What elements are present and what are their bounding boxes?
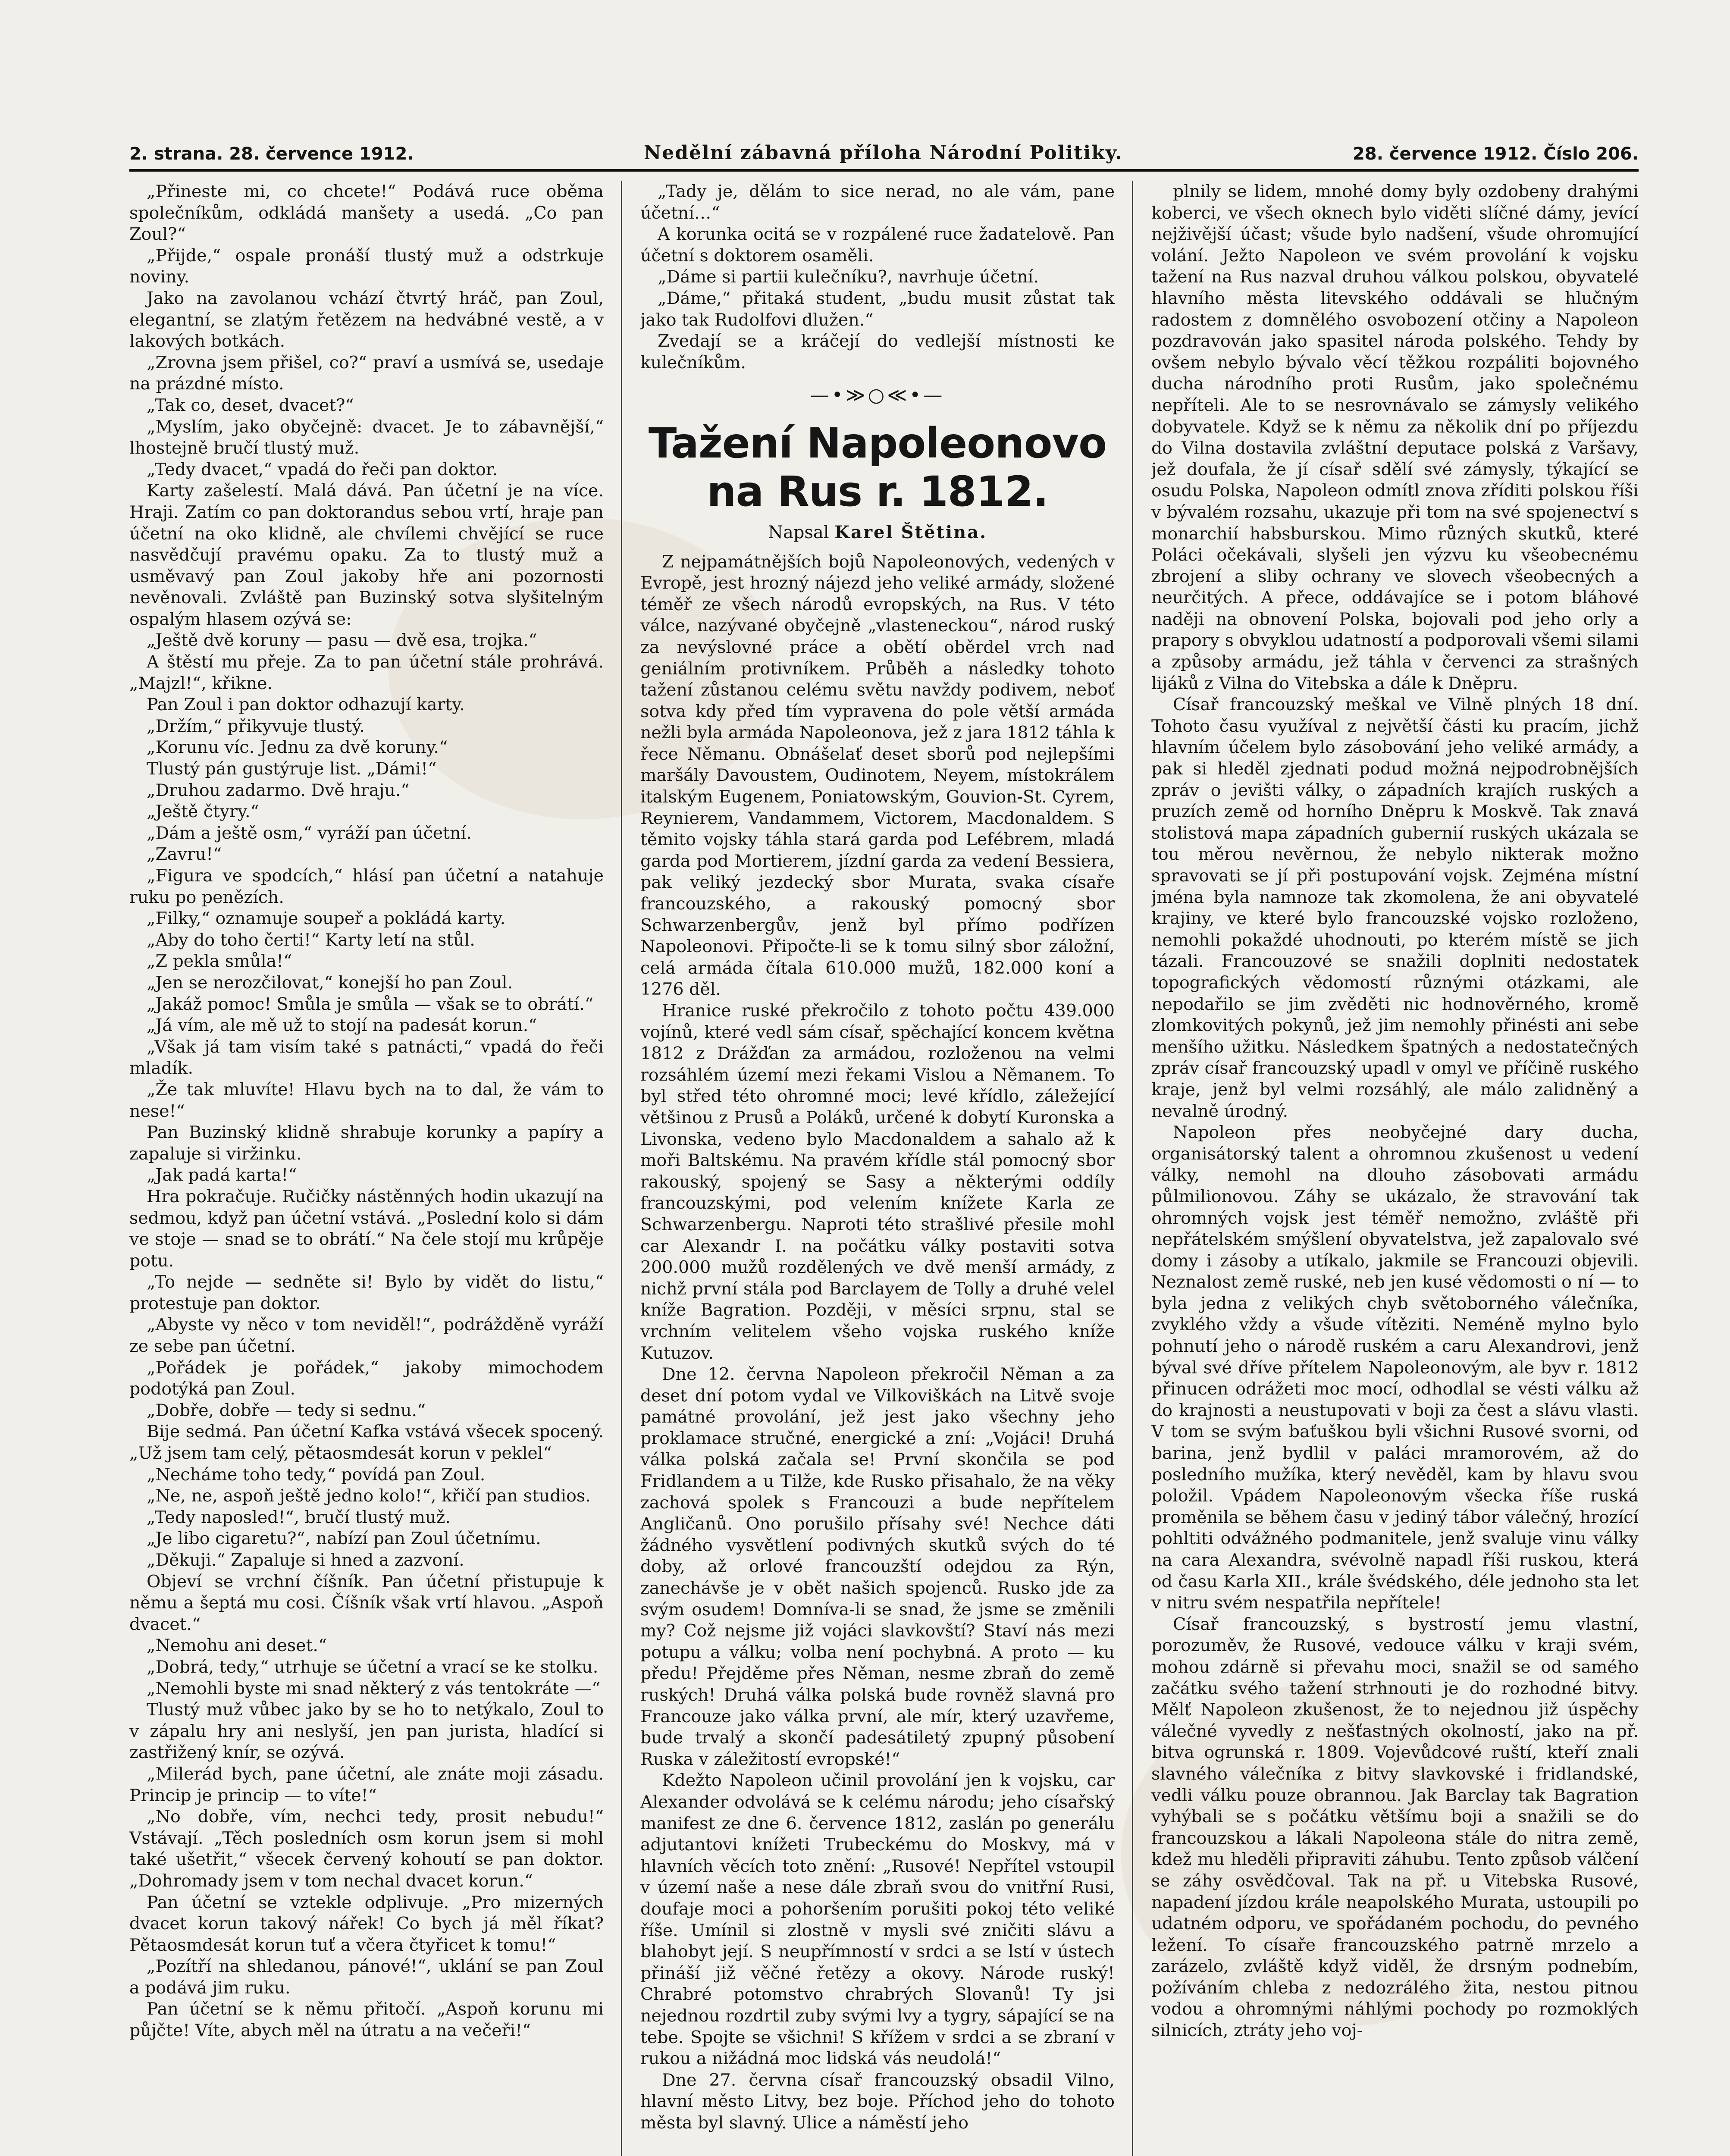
paragraph: „Myslím, jako obyčejně: dvacet. Je to zábavnější,“ lhostejně bručí tlustý muž. bbox=[129, 417, 604, 458]
paragraph: „Tady je, dělám to sice nerad, no ale vám, pane účetní…“ bbox=[640, 182, 1115, 223]
column-divider bbox=[621, 181, 622, 2156]
header-title: Nedělní zábavná příloha Národní Politiky. bbox=[644, 142, 1123, 164]
paragraph: „No dobře, vím, nechci tedy, prosit nebudu!“ Vstávají. „Těch posledních osm korun jsem si mohl také ušetřit,“ všecek červený kohoutí se pan doktor. „Dohromady jsem v tom nechal dvacet korun.“ bbox=[129, 1807, 604, 1891]
paragraph: „Dáme si partii kulečníku?, navrhuje účetní. bbox=[658, 267, 1039, 287]
paragraph: „To nejde — sedněte si! Bylo by vidět do listu,“ protestuje pan doktor. bbox=[129, 1272, 604, 1313]
paragraph: „Zrovna jsem přišel, co?“ praví a usmívá se, usedaje na prázdné místo. bbox=[129, 352, 604, 394]
paragraph: „Aby do toho čerti!“ Karty letí na stůl. bbox=[147, 930, 475, 950]
paragraph: „Přijde,“ ospale pronáší tlustý muž a odstrkuje noviny. bbox=[129, 245, 604, 287]
paragraph: „Je libo cigaretu?“, nabízí pan Zoul účetnímu. bbox=[147, 1529, 541, 1549]
column-divider bbox=[1132, 181, 1133, 2156]
paragraph: Napoleon přes neobyčejné dary ducha, organisátorský talent a ohromnou zkušenost u vedení války, nemohl na dlouho zásobovati armádu půlmilionovou. Záhy se ukázalo, že stravování tak ohromných vojsk jest téměř nemožno, zvláště při nepřátelském smýšlení obyvatelstva, jež zapalovalo své domy i zásoby a utíkalo, jakmile se Francouzi objevili. Neznalost země ruské, neb jen kusé vědomosti o ní — to byla jedna z velikých chyb světoborného válečníka, zvyklého vždy a všude vítěziti. Neméně mylno bylo pohnutí jeho o národě ruském a caru Alexandrovi, jenž býval své dříve přítelem Napoleonovým, ale byv r. 1812 přinucen odrážeti moc mocí, odhodlal se vésti válku až do krajnosti a neustupovati v boji za čest a slávu vlasti. V tom se svým baťuškou byli všichni Rusové svorni, od barina, jenž bydlil v paláci mramorovém, až do posledního mužíka, který nevěděl, kam by hlavu svou položil. Vpádem Napoleonovým všecka říše ruská proměnila se během času v jediný tábor válečný, hrozící pohltiti odvážného podmanitele, jenž svaluje vinu války na cara Alexandra, svévolně napadl říši ruskou, která od času Karla XII., krále švédského, déle jednoho sta let v nitru svém nespatřila nepřítele! bbox=[1151, 1122, 1639, 1613]
paragraph: „Pozítří na shledanou, pánové!“, uklání se pan Zoul a podává jim ruku. bbox=[129, 1956, 604, 1998]
paragraph: A korunka ocitá se v rozpálené ruce žadatelově. Pan účetní s doktorem osaměli. bbox=[640, 224, 1115, 266]
paragraph: Dne 27. června císař francouzský obsadil Vilno, hlavní město Litvy, bez boje. Příchod jeho do tohoto města byl slavný. Ulice a náměstí jeho bbox=[640, 2070, 1115, 2133]
paragraph: „Necháme toho tedy,“ povídá pan Zoul. bbox=[147, 1464, 486, 1485]
paragraph: „Že tak mluvíte! Hlavu bych na to dal, že vám to nese!“ bbox=[129, 1079, 604, 1121]
paragraph: „Filky,“ oznamuje soupeř a pokládá karty. bbox=[147, 909, 506, 929]
paragraph: Pan Buzinský klidně shrabuje korunky a papíry a zapaluje si viržinku. bbox=[129, 1122, 604, 1164]
header-left: 2. strana. 28. července 1912. bbox=[129, 144, 414, 164]
paragraph: „Druhou zadarmo. Dvě hraju.“ bbox=[147, 780, 410, 800]
paragraph: „Dobře, dobře — tedy si sednu.“ bbox=[147, 1400, 426, 1420]
paragraph: „Dám a ještě osm,“ vyráží pan účetní. bbox=[147, 823, 472, 843]
byline-prefix: Napsal bbox=[768, 522, 829, 542]
paragraph: „Jak padá karta!“ bbox=[147, 1165, 297, 1185]
paragraph: Hra pokračuje. Ručičky nástěnných hodin ukazují na sedmou, když pan účetní vstává. „Poslední kolo si dám ve stoje — snad se to obrátí.“ Na čele stojí mu krůpěje potu. bbox=[129, 1186, 604, 1271]
paragraph: Dne 12. června Napoleon překročil Něman a za deset dní potom vydal ve Vilkoviškách na Litvě svoje památné provolání, jež jest jako všechny jeho proklamace stručné, energické a zní: „Vojáci! Druhá válka polská začala se! První skončila se pod Fridlandem a u Tilže, kde Rusko přisahalo, že na věky zachová spolek s Francouzi a bude nepřítelem Angličanů. Ono porušilo přísahy své! Nechce dáti žádného vysvětlení podivných skutků svých do té doby, až orlové francouzští odejdou za Rýn, zanechávše je v obět našich spojenců. Rusko jde za svým osudem! Domníva-li se snad, že jsme se změnili my? Což nejsme již vojáci slavkovští? Staví nás mezi potupu a válku; volba není pochybná. A proto — ku předu! Přejděme přes Něman, nesme zbraň do země ruských! Druhá válka polská bude rovněž slavná pro Francouze jako válka první, ale mír, který uzavřeme, bude trvalý a skončí padesátiletý zpupný působení Ruska v záležitostí evropské!“ bbox=[640, 1364, 1115, 1769]
paragraph: „Dobrá, tedy,“ utrhuje se účetní a vrací se ke stolku. bbox=[147, 1657, 599, 1677]
paragraph: Z nejpamátnějších bojů Napoleonových, vedených v Evropě, jest hrozný nájezd jeho veliké armády, složené téměř ze všech národů evropských, na Rus. V této válce, nazývané obyčejně „vlasteneckou“, národ ruský za nevýslovné práce a obětí oběrdel vrch nad geniálním protivníkem. Průběh a následky tohoto tažení zůstanou celému světu navždy podivem, neboť sotva kdy před tím vypravena do pole větší armáda nežli byla armáda Napoleonova, jež z jara 1812 táhla k řece Němanu. Obnášelať deset sborů pod nejlepšími maršály Davoustem, Oudinotem, Neyem, místokrálem italským Eugenem, Poniatowským, Gouvion-St. Cyrem, Reynierem, Vandammem, Victorem, Macdonaldem. S těmito vojsky táhla stará garda pod Lefébrem, mladá garda pod Mortierem, jízdní garda za vedení Bessiera, pak veliký jezdecký sbor Murata, svaka císaře francouzského, a rakouský pomocný sbor Schwarzenbergův, jenž byl přímo podřízen Napoleonovi. Připočte-li se k tomu silný sbor záložní, celá armáda čítala 610.000 mužů, 182.000 koní a 1276 děl. bbox=[640, 552, 1115, 1000]
newspaper-page bbox=[129, 129, 1639, 2156]
paragraph: „Já vím, ale mě už to stojí na padesát korun.“ bbox=[147, 1015, 537, 1036]
paragraph: „Milerád bych, pane účetní, ale znáte moji zásadu. Princip je princip — to víte!“ bbox=[129, 1764, 604, 1805]
paragraph: Hranice ruské překročilo z tohoto počtu 439.000 vojínů, které vedl sám císař, spěchající koncem května 1812 z Drážďan za armádou, rozloženou na velmi rozsáhlém území mezi řekami Vislou a Němanem. To byl střed této ohromné moci; levé křídlo, záležející většinou z Prusů a Poláků, určené k dobytí Kuronska a Livonska, vedeno bylo Macdonaldem a sahalo až k moři Baltskému. Na pravém křídle stál pomocný sbor rakouský, spojený se Sasy a některými oddíly francouzskými, pod velením knížete Karla ze Schwarzenbergu. Naproti této strašlivé přesile mohl car Alexandr I. na počátku války postaviti sotva 200.000 mužů rozdělených ve dvě menší armády, z nichž první stála pod Barclayem de Tolly a druhé velel kníže Bagration. Později, v měsíci srpnu, stal se vrchním velitelem všeho vojska ruského kníže Kutuzov. bbox=[640, 1001, 1115, 1363]
paragraph: Pan účetní se vztekle odplivuje. „Pro mizerných dvacet korun takový nářek! Co bych já měl říkat? Pětaosmdesát korun tuť a včera čtyřicet k tomu!“ bbox=[129, 1892, 604, 1955]
paragraph: Bije sedmá. Pan účetní Kafka vstává všecek spocený. „Už jsem tam celý, pětaosmdesát korun v peklel“ bbox=[129, 1422, 604, 1463]
paragraph: „Nemohu ani deset.“ bbox=[147, 1636, 327, 1656]
column-article-continuation bbox=[1151, 181, 1639, 2156]
paragraph: Jako na zavolanou vchází čtvrtý hráč, pan Zoul, elegantní, se zlatým řetězem na hedvábné vestě, a v lakových botkách. bbox=[129, 288, 604, 351]
paragraph: „Figura ve spodcích,“ hlásí pan účetní a natahuje ruku po penězích. bbox=[129, 866, 604, 907]
paragraph: Tlustý pán gustýruje list. „Dámi!“ bbox=[147, 759, 437, 779]
paragraph: Kdežto Napoleon učinil provolání jen k vojsku, car Alexander odvolává se k celému národu; jeho císařský manifest ze dne 6. července 1812, zaslán po generálu adjutantovi knížeti Trubeckému do Moskvy, má v hlavních věcích toto znění: „Rusové! Nepřítel vstoupil v území naše a nese dále zbraň svou do vnitřní Rusi, doufaje moci a pohoršením porušiti pokoj této veliké říše. Umínil si zlostně v mysli své zničiti slávu a blahobyt její. S neupřímností v srdci a se lstí v ústech přináší již věčné řetězy a okovy. Národe ruský! Chrabré potomstvo chrabrých Slovanů! Ty jsi nejednou rozdrtil zuby svými lvy a tygry, sápající se na tebe. Spojte se všichni! S křížem v srdci a se zbraní v rukou a nižádná moc lidská vás neudolá!“ bbox=[640, 1771, 1115, 2069]
paragraph: „Děkuji.“ Zapaluje si hned a zazvoní. bbox=[147, 1550, 464, 1570]
paragraph: „Zavru!“ bbox=[147, 844, 222, 865]
paragraph: „Pořádek je pořádek,“ jakoby mimochodem podotýká pan Zoul. bbox=[129, 1357, 604, 1399]
paragraph: „Jakáž pomoc! Smůla je smůla — však se to obrátí.“ bbox=[147, 994, 594, 1014]
article-title: Tažení Napoleonovo na Rus r. 1812. bbox=[648, 419, 1107, 516]
paragraph: plnily se lidem, mnohé domy byly ozdobeny drahými koberci, ve všech oknech bylo viděti slíčné dámy, jevící nejživější účast; všude bylo nadšení, všude ohromující volání. Ježto Napoleon ve svém provolání k vojsku tažení na Rus nazval druhou válkou polskou, obyvatelé hlavního města litevského oddávali se hlučným radostem z domnělého osvobození otčiny a Napoleon pozdravován jako spasitel národa polského. Tehdy by ovšem nebylo bývalo věcí těžkou rozpáliti bojovného ducha národního proti Rusům, jako společnému nepříteli. Ale to se nesrovnávalo se zámysly velikého dobyvatele. Když se k němu za několik dní po příjezdu do Vilna dostavila zvláštní deputace polská z Varšavy, jež doufala, že jí císař sdělí své zámysly, týkající se osudu Polska, Napoleon odmítl znova zříditi polskou říši v bývalém rozsahu, ukazuje při tom na své spojenectví s monarchií habsburskou. Mimo různých skutků, které Poláci očekávali, slyšeli jen výzvu ku všeobecnému zbrojení a sliby ochrany ve slovech všeobecných a neurčitých. A přece, oddávajíce se i potom bláhové naději na obnovení Polska, bojovali pod jeho orly a prapory s obvyklou udatností a podporovali všemi silami a způsoby armádu, jež táhla v červenci za strašných lijáků z Vilna do Vitebska a dále k Dněpru. bbox=[1151, 182, 1639, 693]
paragraph: „Tedy naposled!“, bručí tlustý muž. bbox=[147, 1507, 451, 1527]
paragraph: „Ještě dvě koruny — pasu — dvě esa, trojka.“ bbox=[147, 630, 537, 651]
article-byline bbox=[640, 522, 1115, 544]
paragraph: A štěstí mu přeje. Za to pan účetní stále prohrává. „Majzl!“, křikne. bbox=[129, 652, 604, 693]
header-right: 28. července 1912. Číslo 206. bbox=[1353, 144, 1639, 164]
paragraph: Císař francouzský meškal ve Vilně plných 18 dní. Tohoto času využíval z největší části ku pracím, jichž hlavním účelem bylo zásobování jeho veliké armády, a pak si hleděl zjednati podud možná nejpodrobnějších zpráv o jevišti války, o západních krajích ruských a pruzích země od horního Dněpru k Moskvě. Tak znavá stolistová mapa západních gubernií ruských ukázala se tou měrou nevěrnou, že nebylo nikterak možno spravovati se jí při postupování vojsk. Zejména místní jména byla namnoze tak zkomolena, že ani obyvatelé krajiny, ve které bylo francouzské vojsko rozloženo, nemohli pokaždé uhodnouti, po kterém místě se jich tázali. Francouzové se snažili doplniti nedostatek topografických vědomostí různými otázkami, ale nepodařilo se jim zvěděti nic hodnověrného, kromě zlomkovitých pokynů, jež jim nemohly přinésti ani sebe menšího užitku. Následkem špatných a nedostatečných zpráv císař francouzský upadl v omyl ve příčině ruského kraje, jenž byl velmi rozsáhlý, ale málo zalidněný a nevalně úrodný. bbox=[1151, 695, 1639, 1121]
paragraph: „Ještě čtyry.“ bbox=[147, 802, 259, 822]
paragraph: Císař francouzský, s bystrostí jemu vlastní, porozuměv, že Rusové, vedouce válku v kraji svém, mohou zdárně si převahu moci, snažil se od samého začátku svého tažení strhnouti je do rozhodné bitvy. Mělť Napoleon zkušenost, že to nejednou již úspěchy válečné vyvedly z nešťastných okolností, jako na př. bitva ogrunská r. 1809. Vojevůdcové ruští, kteří znali slavného válečníka z bitvy slavkovské i fridlandské, vedli válku pouze obrannou. Jak Barclay tak Bagration vyhýbali se s počátku většímu boji a snažili se do francouzskou a lákali Napoleona stále do nitra země, kdež mu hleděli připraviti záhubu. Tento způsob válčení se záhy osvědčoval. Tak na př. u Vitebska Rusové, napadení jízdou krále neapolského Murata, ustoupili po udatném odporu, ve spořádaném pochodu, do pevného ležení. To císaře francouzského patrně mrzelo a zarázelo, zvláště když viděl, že drsným podnebím, požíváním chleba z nedozrálého žita, nestou pitnou vodou a ohromnými náhlými pochody po rozmoklých silnicích, ztráty jeho voj- bbox=[1151, 1614, 1639, 2041]
column-story-continuation bbox=[129, 181, 604, 2156]
story-ending bbox=[640, 181, 1115, 373]
paragraph: Pan Zoul i pan doktor odhazují karty. bbox=[147, 695, 465, 715]
paragraph: „Abyste vy něco v tom neviděl!“, podrážděně vyráží ze sebe pan účetní. bbox=[129, 1315, 604, 1357]
paragraph: „Ne, ne, aspoň ještě jedno kolo!“, křičí pan studios. bbox=[147, 1486, 591, 1506]
header-rule bbox=[129, 169, 1639, 172]
paragraph: „Z pekla smůla!“ bbox=[147, 951, 292, 971]
paragraph: „Tedy dvacet,“ vpadá do řeči pan doktor. bbox=[147, 459, 498, 479]
paragraph: „Držím,“ přikyvuje tlustý. bbox=[147, 716, 365, 736]
paragraph: „Dáme,“ přitaká student, „budu musit zůstat tak jako tak Rudolfovi dlužen.“ bbox=[640, 288, 1115, 330]
section-ornament: —•≫○≪•— bbox=[810, 384, 945, 407]
paragraph: Karty zašelestí. Malá dává. Pan účetní je na více. Hraji. Zatím co pan doktorandus sebou vrtí, hraje pan účetní na oko klidně, ale chvílemi chvějící se ruce nasvědčují pravému opaku. Za to tlustý muž a usměvavý pan Zoul jakoby hře ani pozornosti nevěnovali. Zvláště pan Buzinský sotva slyšitelným ospalým hlasem ozývá se: bbox=[129, 481, 604, 629]
paragraph: Tlustý muž vůbec jako by se ho to netýkalo, Zoul to v zápalu hry ani neslyší, jen pan jurista, hladící si zastřižený knír, se ozývá. bbox=[129, 1700, 604, 1763]
paragraph: Objeví se vrchní číšník. Pan účetní přistupuje k němu a šeptá mu cosi. Číšník však vrtí hlavou. „Aspoň dvacet.“ bbox=[129, 1571, 604, 1634]
paragraph: „Přineste mi, co chcete!“ Podává ruce oběma společníkům, odkládá manšety a usedá. „Co pan Zoul?“ bbox=[129, 182, 604, 244]
article-body bbox=[640, 552, 1115, 2134]
paragraph: Zvedají se a kráčejí do vedlejší místnosti ke kulečníkům. bbox=[640, 331, 1115, 373]
article-author: Karel Štětina. bbox=[834, 522, 987, 542]
paragraph: „Korunu víc. Jednu za dvě koruny.“ bbox=[147, 737, 448, 758]
paragraph: „Tak co, deset, dvacet?“ bbox=[147, 395, 354, 415]
column-article bbox=[640, 181, 1115, 2156]
page-header bbox=[129, 129, 1639, 164]
paragraph: Pan účetní se k němu přitočí. „Aspoň korunu mi půjčte! Víte, abych měl na útratu a na večeři!“ bbox=[129, 1999, 604, 2041]
paragraph: „Nemohli byste mi snad některý z vás tentokráte —“ bbox=[147, 1678, 601, 1698]
paragraph: „Však já tam visím také s patnácti,“ vpadá do řeči mladík. bbox=[129, 1037, 604, 1078]
paragraph: „Jen se nerozčilovat,“ konejší ho pan Zoul. bbox=[147, 972, 513, 993]
